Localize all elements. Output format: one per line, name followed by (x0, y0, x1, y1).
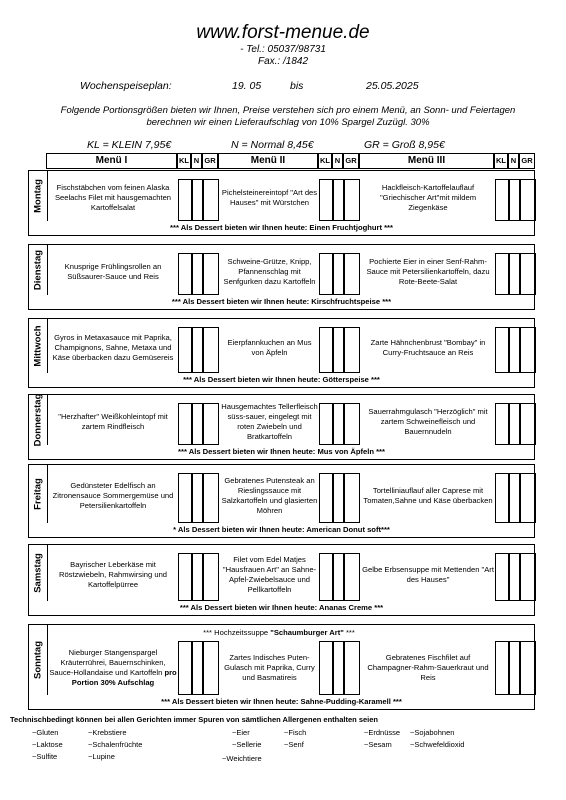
allergen-item: ~Sesam (364, 740, 392, 749)
menu2-dish: Filet vom Edel Matjes "Hausfrauen Art" an Sahne-Apfel-Zwiebelsauce und Pellkartoffeln (222, 555, 317, 594)
day-block-dienstag (28, 244, 535, 310)
day-name: Sonntag (29, 625, 48, 695)
allergen-item: ~Sojabohnen (410, 728, 455, 737)
dessert-line: *** Als Dessert bieten wir Ihnen heute: Einen Fruchtjoghurt *** (170, 223, 393, 232)
portion-checkbox[interactable] (319, 179, 333, 221)
allergen-item: ~Schwefeldioxid (410, 740, 465, 749)
portion-checkbox[interactable] (203, 641, 219, 695)
portion-checkbox[interactable] (319, 253, 333, 295)
menu1-dish: Bayrischer Leberkäse mit Röstzwiebeln, Rahmwirsing und Kartoffelpürree (58, 560, 168, 589)
menu1-dish: Nieburger Stangenspargel Kräuterrührei, Bauernschinken, Sauce-Hollandaise und Kartoffeln pro Portion 30% Aufschlag (49, 648, 177, 687)
portion-checkbox[interactable] (509, 253, 520, 295)
portion-checkbox[interactable] (344, 327, 360, 373)
menu1-dish: Knusprige Frühlingsrollen an Süßsaurer-Sauce und Reis (64, 262, 162, 281)
header-n: N (332, 153, 343, 169)
portion-checkbox[interactable] (192, 403, 203, 445)
dessert-line: *** Als Dessert bieten wir Ihnen heute: Kirschfruchtspeise *** (171, 297, 392, 306)
size-klein: KL = KLEIN 7,95€ (87, 139, 172, 151)
portion-checkbox[interactable] (203, 473, 219, 523)
day-block-mittwoch (28, 318, 535, 388)
header-gr: GR (519, 153, 535, 169)
dessert-line: *** Als Dessert bieten wir Ihnen heute: Ananas Creme *** (179, 603, 384, 612)
date-from: 19. 05 (232, 80, 262, 92)
menu3-dish: Gelbe Erbsensuppe mit Mettenden "Art des Hauses" (362, 565, 494, 584)
date-to: 25.05.2025 (366, 80, 419, 92)
header-kl: KL (177, 153, 191, 169)
portion-checkbox[interactable] (192, 327, 203, 373)
day-block-freitag (28, 464, 535, 538)
portion-checkbox[interactable] (344, 253, 360, 295)
size-gross: GR = Groß 8,95€ (364, 139, 445, 151)
menu1-header: Menü I (46, 153, 177, 169)
menu2-dish: Schweine-Grütze, Knipp, Pfannenschlag mit Senfgurken dazu Kartoffeln (223, 257, 316, 286)
portion-checkbox[interactable] (192, 473, 203, 523)
header-kl: KL (494, 153, 508, 169)
portion-checkbox[interactable] (203, 327, 219, 373)
portion-checkbox[interactable] (509, 473, 520, 523)
portion-checkbox[interactable] (319, 553, 333, 601)
plan-label: Wochenspeiseplan: (80, 80, 172, 92)
day-block-sonntag (28, 624, 535, 710)
portion-checkbox[interactable] (178, 179, 192, 221)
menu1-dish: Gedünsteter Edelfisch an Zitronensauce Sommergemüse und Petersilienkartoffeln (52, 481, 174, 510)
allergen-item: ~Fisch (284, 728, 307, 737)
dessert-line: *** Als Dessert bieten wir Ihnen heute: Sahne-Pudding-Karamell *** (161, 697, 402, 706)
portion-checkbox[interactable] (192, 641, 203, 695)
portion-checkbox[interactable] (178, 403, 192, 445)
portion-checkbox[interactable] (520, 641, 536, 695)
portion-checkbox[interactable] (344, 553, 360, 601)
portion-checkbox[interactable] (509, 179, 520, 221)
portion-checkbox[interactable] (203, 253, 219, 295)
menu1-dish: Fischstäbchen vom feinen Alaska Seelachs Filet mit hausgemachten Kartoffelsalat (54, 183, 172, 212)
portion-checkbox[interactable] (495, 403, 509, 445)
allergen-item: ~Gluten (32, 728, 59, 737)
day-name: Donnerstag (29, 395, 48, 445)
site-title: www.forst-menue.de (196, 22, 370, 43)
menu3-dish: Hackfleisch-Kartoffelauflauf "Griechischer Art"mit mildem Ziegenkäse (379, 183, 477, 212)
menu2-dish: Eierpfannkuchen an Mus von Äpfeln (227, 338, 312, 357)
portion-checkbox[interactable] (520, 473, 536, 523)
portion-checkbox[interactable] (344, 403, 360, 445)
portion-checkbox[interactable] (333, 641, 344, 695)
allergen-item: ~Lupine (88, 752, 115, 761)
menu2-header: Menü II (218, 153, 318, 169)
menu3-dish: Gebratenes Fischfilet auf Champagner-Rahm-Sauerkraut und Reis (367, 653, 489, 682)
portion-checkbox[interactable] (520, 179, 536, 221)
allergen-item: ~Senf (284, 740, 304, 749)
portion-checkbox[interactable] (333, 253, 344, 295)
portion-checkbox[interactable] (520, 327, 536, 373)
portion-checkbox[interactable] (520, 403, 536, 445)
header-n: N (508, 153, 519, 169)
portion-checkbox[interactable] (178, 327, 192, 373)
portion-checkbox[interactable] (509, 327, 520, 373)
size-normal: N = Normal 8,45€ (231, 139, 314, 151)
portion-checkbox[interactable] (319, 327, 333, 373)
menu3-dish: Sauerrahmgulasch "Herzöglich" mit zartem Schweinefleisch und Bauernnudeln (368, 407, 488, 436)
allergen-item: ~Schalenfrüchte (88, 740, 143, 749)
dessert-line: * Als Dessert bieten wir Ihnen heute: American Donut soft*** (173, 525, 390, 534)
portion-checkbox[interactable] (495, 641, 509, 695)
portion-checkbox[interactable] (192, 553, 203, 601)
portion-checkbox[interactable] (203, 179, 219, 221)
portion-checkbox[interactable] (333, 327, 344, 373)
menu2-dish: Zartes Indisches Puten-Gulasch mit Paprika, Curry und Basmatireis (224, 653, 315, 682)
day-name: Samstag (29, 545, 48, 601)
allergen-item: ~Krebstiere (88, 728, 127, 737)
portion-checkbox[interactable] (333, 179, 344, 221)
menu3-dish: Zarte Hähnchenbrust "Bombay" in Curry-Fruchtsauce an Reis (370, 338, 486, 357)
day-name: Mittwoch (29, 319, 48, 373)
menu1-dish: Gyros in Metaxasauce mit Paprika, Champignons, Sahne, Metaxa und Käse überbacken dazu Gemüsereis (52, 333, 174, 362)
portion-checkbox[interactable] (203, 553, 219, 601)
dessert-line: *** Als Dessert bieten wir Ihnen heute: Götterspeise *** (183, 375, 380, 384)
menu3-header: Menü III (359, 153, 494, 169)
portion-checkbox[interactable] (509, 641, 520, 695)
portion-checkbox[interactable] (333, 473, 344, 523)
menu2-dish: Pichelsteinereintopf "Art des Hauses" mit Würstchen (221, 188, 318, 207)
portion-checkbox[interactable] (319, 473, 333, 523)
allergen-item: ~Sulfite (32, 752, 58, 761)
menu1-dish: "Herzhafter" Weißkohleintopf mit zartem Rindfleisch (58, 412, 168, 431)
allergen-item: ~Sellerie (232, 740, 262, 749)
allergen-item: ~Erdnüsse (364, 728, 401, 737)
dessert-line: *** Als Dessert bieten wir Ihnen heute: Mus von Äpfeln *** (178, 447, 385, 456)
menu2-dish: Gebratenes Putensteak an Rieslingssauce mit Salzkartoffeln und glasierten Möhren (221, 476, 318, 515)
allergen-item: ~Eier (232, 728, 250, 737)
portion-checkbox[interactable] (495, 179, 509, 221)
portion-checkbox[interactable] (520, 253, 536, 295)
portion-checkbox[interactable] (495, 253, 509, 295)
portion-checkbox[interactable] (192, 179, 203, 221)
menu2-dish: Hausgemachtes Tellerfleisch süss-sauer, eingelegt mit roten Zwiebeln und Bratkartoffeln (221, 402, 318, 441)
allergen-notice: Technischbedingt können bei allen Gerichten immer Spuren von sämtlichen Allergenen enthalten seien (10, 715, 378, 724)
portion-checkbox[interactable] (495, 327, 509, 373)
soup-of-day: *** Hochzeitssuppe "Schaumburger Art" *** (203, 628, 355, 637)
portion-checkbox[interactable] (319, 403, 333, 445)
date-separator: bis (290, 80, 304, 92)
portion-checkbox[interactable] (178, 641, 192, 695)
allergen-item: ~Laktose (32, 740, 63, 749)
surcharge-note: pro Portion 30% Aufschlag (71, 668, 177, 687)
day-name: Dienstag (29, 245, 48, 295)
day-name: Montag (29, 171, 48, 221)
portion-checkbox[interactable] (509, 553, 520, 601)
portion-checkbox[interactable] (178, 553, 192, 601)
portion-checkbox[interactable] (333, 403, 344, 445)
portion-checkbox[interactable] (178, 473, 192, 523)
portion-checkbox[interactable] (344, 473, 360, 523)
portion-checkbox[interactable] (344, 179, 360, 221)
portion-checkbox[interactable] (333, 553, 344, 601)
portion-checkbox[interactable] (178, 253, 192, 295)
menu3-dish: Pochierte Eier in einer Senf-Rahm-Sauce mit Petersilienkartoffeln, dazu Rote-Beete-Salat (366, 257, 490, 286)
header-gr: GR (202, 153, 218, 169)
header-gr: GR (343, 153, 359, 169)
menu3-dish: Tortelliniauflauf aller Caprese mit Tomaten,Sahne und Käse überbacken (363, 486, 493, 505)
fax-number: Fax.: /1842 (257, 56, 309, 67)
header-kl: KL (318, 153, 332, 169)
portion-checkbox[interactable] (344, 641, 360, 695)
day-name: Freitag (29, 465, 48, 523)
portion-checkbox[interactable] (319, 641, 333, 695)
phone-number: - Tel.: 05037/98731 (240, 44, 326, 55)
portion-checkbox[interactable] (509, 403, 520, 445)
day-block-montag (28, 170, 535, 236)
intro-text: Folgende Portionsgrößen bieten wir Ihnen, Preise verstehen sich pro einem Menü, an Sonn- und Feiertagen berechnen wir einen Lieferaufschlag von 10% Spargel Zuzügl. 30% (60, 105, 516, 128)
portion-checkbox[interactable] (495, 473, 509, 523)
header-n: N (191, 153, 202, 169)
portion-checkbox[interactable] (520, 553, 536, 601)
day-block-donnerstag (28, 394, 535, 460)
day-block-samstag (28, 544, 535, 616)
portion-checkbox[interactable] (192, 253, 203, 295)
portion-checkbox[interactable] (203, 403, 219, 445)
allergen-item: ~Weichtiere (222, 754, 262, 763)
portion-checkbox[interactable] (495, 553, 509, 601)
